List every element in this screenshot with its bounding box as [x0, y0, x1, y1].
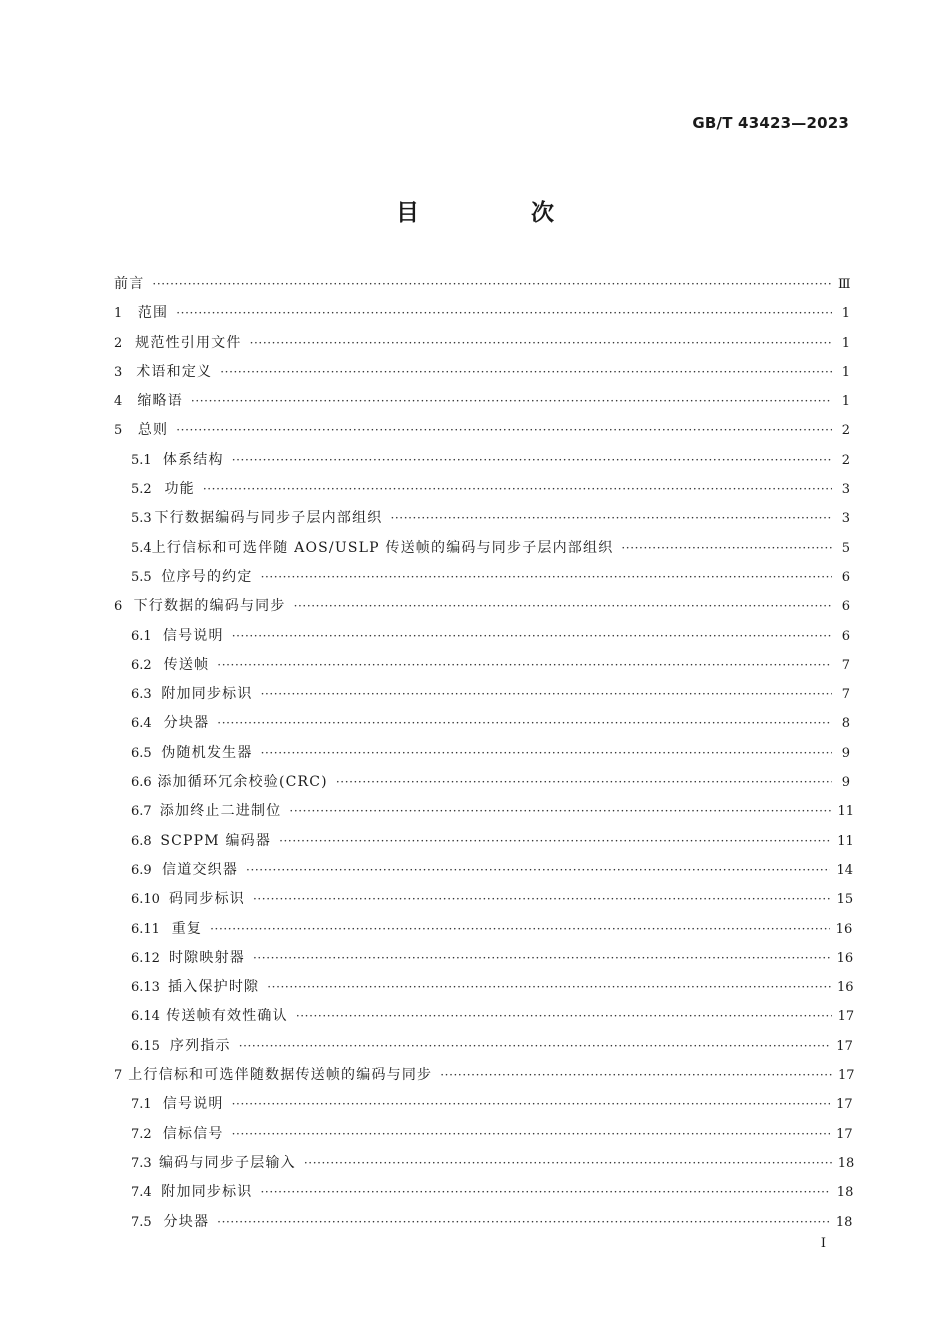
toc-entry[interactable] — [114, 885, 854, 914]
toc-entry[interactable] — [114, 446, 850, 475]
toc-entry-label: 功能 — [164, 481, 195, 498]
toc-entry-number: 7.1 — [131, 1097, 152, 1113]
toc-dot-leader — [296, 1002, 832, 1031]
toc-entry-label: 上行信标和可选伴随数据传送帧的编码与同步 — [128, 1067, 433, 1084]
toc-entry-label: 信号说明 — [162, 1096, 224, 1113]
toc-entry-label: 插入保护时隙 — [168, 979, 260, 996]
toc-dot-leader — [191, 387, 832, 416]
toc-entry-number: 1 — [114, 306, 123, 322]
toc-entry-number: 7.3 — [131, 1155, 152, 1171]
toc-dot-leader — [250, 329, 832, 358]
toc-dot-leader — [294, 592, 832, 621]
toc-entry[interactable] — [114, 680, 850, 709]
toc-entry-label: 附加同步标识 — [161, 686, 253, 703]
toc-entry-page: 11 — [837, 804, 854, 820]
toc-entry-page: 17 — [837, 1009, 855, 1025]
toc-entry-page: 18 — [835, 1214, 853, 1230]
toc-entry[interactable] — [114, 1178, 854, 1207]
toc-entry-number: 6.9 — [131, 862, 152, 878]
toc-entry[interactable] — [114, 768, 850, 797]
toc-entry[interactable] — [114, 270, 850, 299]
toc-dot-leader — [246, 856, 830, 885]
toc-entry-label: 添加循环冗余校验(CRC) — [157, 774, 328, 791]
toc-entry-page: 16 — [835, 921, 853, 937]
standard-number: GB/T 43423—2023 — [692, 114, 849, 132]
toc-entry-page: 17 — [838, 1068, 855, 1084]
toc-dot-leader — [217, 651, 832, 680]
toc-entry[interactable] — [114, 1090, 853, 1119]
toc-entry[interactable] — [114, 915, 853, 944]
toc-entry-number: 6.12 — [131, 950, 160, 966]
toc-dot-leader — [232, 446, 832, 475]
toc-entry[interactable] — [114, 534, 850, 563]
toc-entry-label: 下行数据编码与同步子层内部组织 — [154, 510, 383, 527]
toc-entry-number: 7 — [114, 1068, 123, 1084]
toc-dot-leader — [217, 709, 832, 738]
toc-entry[interactable] — [114, 651, 850, 680]
toc-entry-label: 重复 — [171, 920, 203, 937]
toc-dot-leader — [261, 1178, 831, 1207]
toc-entry-page: 17 — [836, 1126, 853, 1142]
page-number: I — [820, 1236, 826, 1251]
toc-entry[interactable] — [114, 944, 854, 973]
toc-entry-number: 6.1 — [131, 628, 152, 644]
toc-dot-leader — [220, 358, 832, 387]
toc-dot-leader — [336, 768, 832, 797]
table-of-contents — [114, 270, 855, 1237]
toc-dot-leader — [253, 944, 831, 973]
toc-dot-leader — [152, 270, 832, 299]
toc-entry-label: 添加终止二进制位 — [159, 803, 282, 820]
toc-entry-number: 6.2 — [131, 657, 152, 673]
toc-entry[interactable] — [114, 797, 854, 826]
toc-entry[interactable] — [114, 1032, 853, 1061]
toc-entry-label: 信号说明 — [162, 627, 224, 644]
toc-entry-label: 分块器 — [163, 715, 210, 732]
toc-dot-leader — [232, 622, 832, 651]
toc-entry-label: 编码与同步子层输入 — [159, 1154, 296, 1171]
toc-entry-number: 5.2 — [131, 482, 152, 498]
toc-title: 目 次 — [395, 200, 606, 226]
toc-entry-page: 5 — [841, 540, 850, 556]
toc-entry-page: 18 — [836, 1185, 854, 1201]
toc-entry-page: 2 — [841, 423, 850, 439]
toc-entry-number: 5 — [114, 423, 123, 439]
toc-entry[interactable] — [114, 387, 850, 416]
toc-entry-number: 6.7 — [131, 804, 152, 820]
toc-entry-page: 1 — [841, 364, 850, 380]
toc-entry-label: 上行信标和可选伴随 AOS/USLP 传送帧的编码与同步子层内部组织 — [151, 539, 614, 556]
toc-entry-label: 前言 — [114, 276, 145, 292]
toc-dot-leader — [210, 915, 830, 944]
toc-dot-leader — [289, 797, 831, 826]
toc-entry-number: 6.10 — [131, 892, 160, 908]
toc-entry-page: 3 — [841, 511, 850, 527]
toc-entry-page: 1 — [841, 394, 850, 410]
toc-entry-page: 9 — [841, 745, 850, 761]
toc-entry-label: 下行数据的编码与同步 — [133, 598, 286, 615]
toc-entry-number: 4 — [114, 394, 123, 410]
toc-entry-number: 5.4 — [131, 540, 152, 556]
toc-entry-number: 6.3 — [131, 687, 152, 703]
toc-entry-page: 11 — [837, 833, 854, 849]
toc-entry-page: 16 — [836, 980, 854, 996]
toc-entry-page: 7 — [841, 687, 850, 703]
toc-entry-page: 3 — [841, 482, 850, 498]
toc-entry-page: 7 — [841, 657, 850, 673]
toc-entry-label: 时隙映射器 — [168, 949, 245, 966]
toc-entry[interactable] — [114, 592, 850, 621]
toc-entry-page: 17 — [836, 1038, 853, 1054]
toc-entry-page: 6 — [841, 599, 850, 615]
toc-dot-leader — [176, 416, 832, 445]
toc-entry-label: 传送帧有效性确认 — [166, 1008, 288, 1025]
toc-entry-number: 3 — [114, 364, 123, 380]
toc-dot-leader — [232, 1120, 831, 1149]
toc-entry-number: 5.5 — [131, 569, 152, 585]
toc-entry-page: 2 — [841, 452, 850, 468]
toc-entry[interactable] — [114, 1002, 855, 1031]
toc-entry-number: 2 — [114, 335, 123, 351]
toc-entry-page: 15 — [836, 892, 854, 908]
toc-dot-leader — [176, 299, 832, 328]
toc-entry[interactable] — [114, 299, 850, 328]
toc-dot-leader — [261, 563, 832, 592]
toc-entry-page: 1 — [841, 335, 850, 351]
toc-dot-leader — [621, 534, 832, 563]
toc-entry-label: 传送帧 — [163, 656, 210, 673]
toc-entry-label: 缩略语 — [137, 393, 183, 410]
toc-entry-number: 5.3 — [131, 511, 152, 527]
toc-entry-label: 术语和定义 — [136, 363, 213, 380]
toc-entry-label: 码同步标识 — [168, 891, 245, 908]
toc-entry-page: 9 — [841, 775, 850, 791]
toc-entry[interactable] — [114, 973, 854, 1002]
toc-entry-number: 6.8 — [131, 833, 152, 849]
toc-entry-page: 18 — [837, 1155, 855, 1171]
toc-entry[interactable] — [114, 504, 850, 533]
toc-entry-page: 14 — [836, 862, 854, 878]
toc-entry-number: 6.15 — [131, 1038, 160, 1054]
toc-dot-leader — [390, 504, 832, 533]
toc-entry-label: 信标信号 — [162, 1125, 224, 1142]
toc-entry-label: SCPPM 编码器 — [160, 832, 272, 849]
toc-entry[interactable] — [114, 563, 850, 592]
toc-entry[interactable] — [114, 475, 850, 504]
toc-entry-page: 16 — [836, 950, 854, 966]
toc-entry-number: 6.11 — [131, 921, 160, 937]
toc-entry-number: 6.6 — [131, 775, 152, 791]
toc-dot-leader — [261, 680, 832, 709]
toc-entry-number: 6.13 — [131, 980, 160, 996]
toc-entry-label: 序列指示 — [169, 1037, 231, 1054]
toc-entry-page: 6 — [841, 569, 850, 585]
toc-entry[interactable] — [114, 1120, 853, 1149]
toc-entry-page: 17 — [836, 1097, 853, 1113]
toc-dot-leader — [440, 1061, 832, 1090]
toc-entry-label: 总则 — [137, 422, 169, 439]
toc-dot-leader — [304, 1149, 832, 1178]
toc-entry-number: 6.5 — [131, 745, 152, 761]
toc-entry-label: 位序号的约定 — [161, 568, 253, 585]
toc-entry-page: Ⅲ — [838, 277, 851, 292]
toc-dot-leader — [261, 739, 832, 768]
toc-dot-leader — [267, 973, 831, 1002]
toc-entry[interactable] — [114, 329, 850, 358]
toc-entry-page: 6 — [841, 628, 850, 644]
toc-entry-label: 范围 — [137, 305, 169, 322]
toc-entry-label: 附加同步标识 — [161, 1184, 253, 1201]
toc-entry-number: 6.14 — [131, 1009, 160, 1025]
toc-entry[interactable] — [114, 1208, 853, 1237]
toc-entry-number: 7.2 — [131, 1126, 152, 1142]
toc-entry[interactable] — [114, 1149, 855, 1178]
toc-entry-number: 6.4 — [131, 716, 152, 732]
toc-entry[interactable] — [114, 709, 850, 738]
toc-dot-leader — [239, 1032, 831, 1061]
toc-entry-number: 6 — [114, 599, 123, 615]
toc-entry-label: 伪随机发生器 — [161, 744, 253, 761]
toc-entry-label: 体系结构 — [162, 451, 224, 468]
toc-entry-label: 分块器 — [163, 1213, 210, 1230]
toc-entry-number: 7.4 — [131, 1185, 152, 1201]
toc-entry[interactable] — [114, 622, 850, 651]
toc-entry[interactable] — [114, 739, 850, 768]
toc-entry[interactable] — [114, 856, 854, 885]
toc-entry-number: 5.1 — [131, 452, 152, 468]
toc-entry[interactable] — [114, 358, 850, 387]
toc-entry-label: 规范性引用文件 — [135, 334, 242, 351]
toc-dot-leader — [203, 475, 832, 504]
toc-dot-leader — [253, 885, 831, 914]
toc-entry-page: 1 — [841, 306, 850, 322]
toc-entry-page: 8 — [841, 716, 850, 732]
toc-dot-leader — [217, 1208, 830, 1237]
toc-entry-label: 信道交织器 — [162, 861, 239, 878]
toc-dot-leader — [279, 827, 831, 856]
toc-entry-number: 7.5 — [131, 1214, 152, 1230]
toc-entry[interactable] — [114, 416, 850, 445]
toc-entry[interactable] — [114, 1061, 855, 1090]
toc-dot-leader — [232, 1090, 831, 1119]
toc-entry[interactable] — [114, 827, 854, 856]
